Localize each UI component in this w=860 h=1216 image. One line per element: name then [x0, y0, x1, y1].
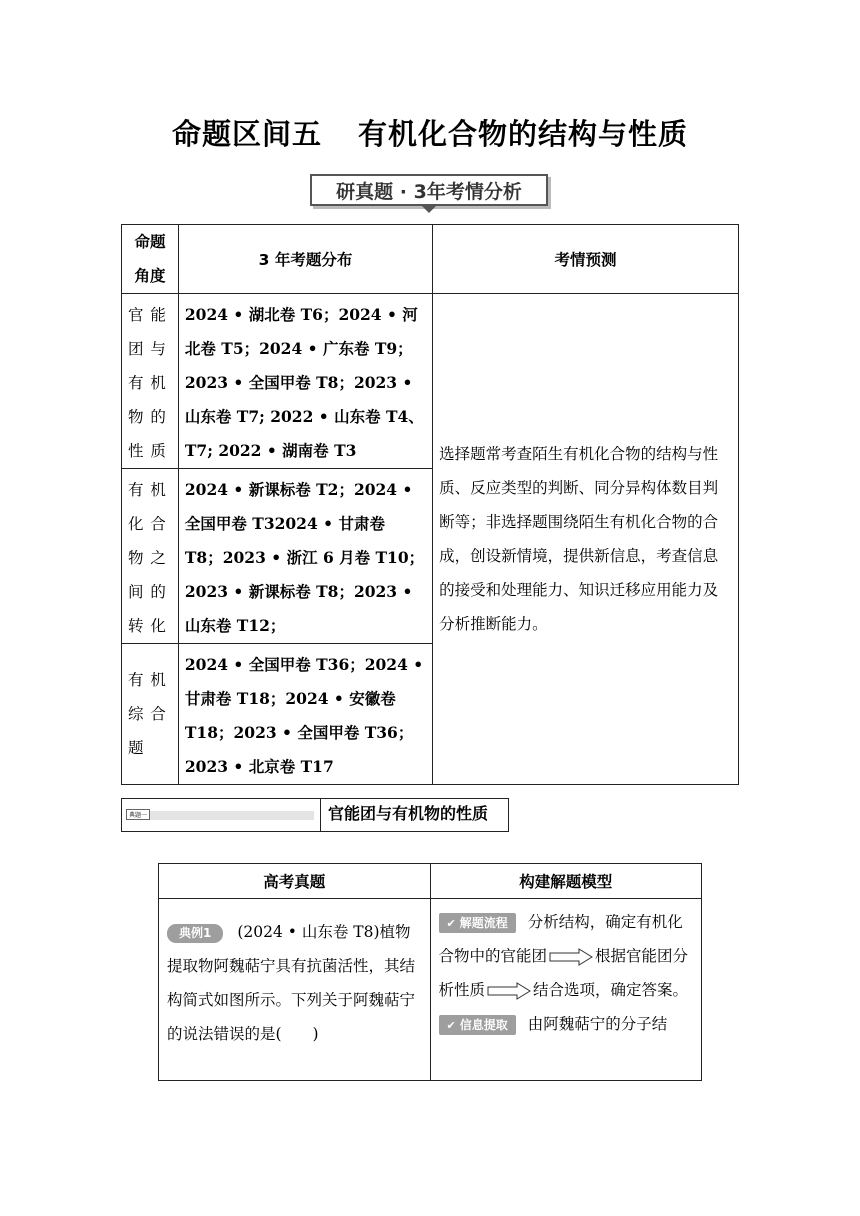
- model-cell: [430, 899, 702, 1081]
- flow-label: ✔ 解题流程: [439, 913, 516, 933]
- title-part1: 命题区间五: [171, 117, 322, 151]
- banner-pointer-icon: [420, 204, 438, 213]
- distribution-cell: 2024 • 全国甲卷 T36；2024 • 甘肃卷 T18；2024 • 安徽卷 T18；2023 • 全国甲卷 T36；2023 • 北京卷 T17: [178, 644, 432, 785]
- distribution-cell: 2024 • 新课标卷 T2；2024 • 全国甲卷 T32024 • 甘肃卷 T8；2023 • 浙江 6 月卷 T10；2023 • 新课标卷 T8；2023 • 山东卷 T12；: [178, 469, 432, 644]
- section-title: 官能团与有机物的性质: [328, 804, 489, 823]
- example-pill: 典例1: [167, 924, 223, 943]
- flow-text-2: 根据官能团分析性质: [438, 947, 689, 999]
- angle-cell: 有机综合题: [122, 644, 179, 785]
- arrow-right-icon: [487, 982, 531, 1000]
- analysis-banner: 研真题 · 3年考情分析: [310, 174, 548, 206]
- angle-cell: 官能团与有机物的性质: [122, 294, 179, 469]
- distribution-cell: 2024 • 湖北卷 T6；2024 • 河北卷 T5；2024 • 广东卷 T9；2023 • 全国甲卷 T8；2023 • 山东卷 T7; 2022 • 山东卷 T4、T7; 2022 • 湖南卷 T3: [178, 294, 432, 469]
- exam-analysis-table: [121, 224, 739, 785]
- flow-text-3: 结合选项，确定答案。: [533, 981, 689, 999]
- header-distribution: 3 年考题分布: [178, 225, 432, 294]
- section-header: [121, 798, 509, 832]
- flow-text-1: 分析结构，确定有机化合物中的官能团: [438, 913, 683, 965]
- arrow-right-icon: [549, 948, 593, 966]
- section-tag-area: [122, 799, 321, 831]
- example-table: [158, 863, 702, 1081]
- title-part2: 有机化合物的结构与性质: [358, 117, 689, 151]
- header-model: 构建解题模型: [430, 864, 702, 899]
- section-strip: [128, 811, 314, 820]
- info-label: ✔ 信息提取: [439, 1015, 516, 1035]
- info-text: 由阿魏萜宁的分子结: [527, 1015, 668, 1033]
- header-angle: 命题 角度: [122, 225, 179, 294]
- question-cell: [159, 899, 431, 1081]
- angle-cell: 有机化合物之间的转化: [122, 469, 179, 644]
- check-icon: ✔: [446, 917, 456, 930]
- header-real-question: 高考真题: [159, 864, 431, 899]
- page-title: [0, 112, 860, 153]
- header-prediction: 考情预测: [433, 225, 739, 294]
- question-text: (2024 • 山东卷 T8)植物提取物阿魏萜宁具有抗菌活性，其结构简式如图所示。下列关于阿魏萜宁的说法错误的是( ): [167, 923, 416, 1043]
- check-icon: ✔: [446, 1019, 456, 1032]
- section-tag: 典题一: [126, 809, 150, 820]
- prediction-cell: 选择题常考查陌生有机化合物的结构与性质、反应类型的判断、同分异构体数目判断等；非选择题围绕陌生有机化合物的合成，创设新情境，提供新信息，考查信息的接受和处理能力、知识迁移应用能力及分析推断能力。: [433, 294, 739, 785]
